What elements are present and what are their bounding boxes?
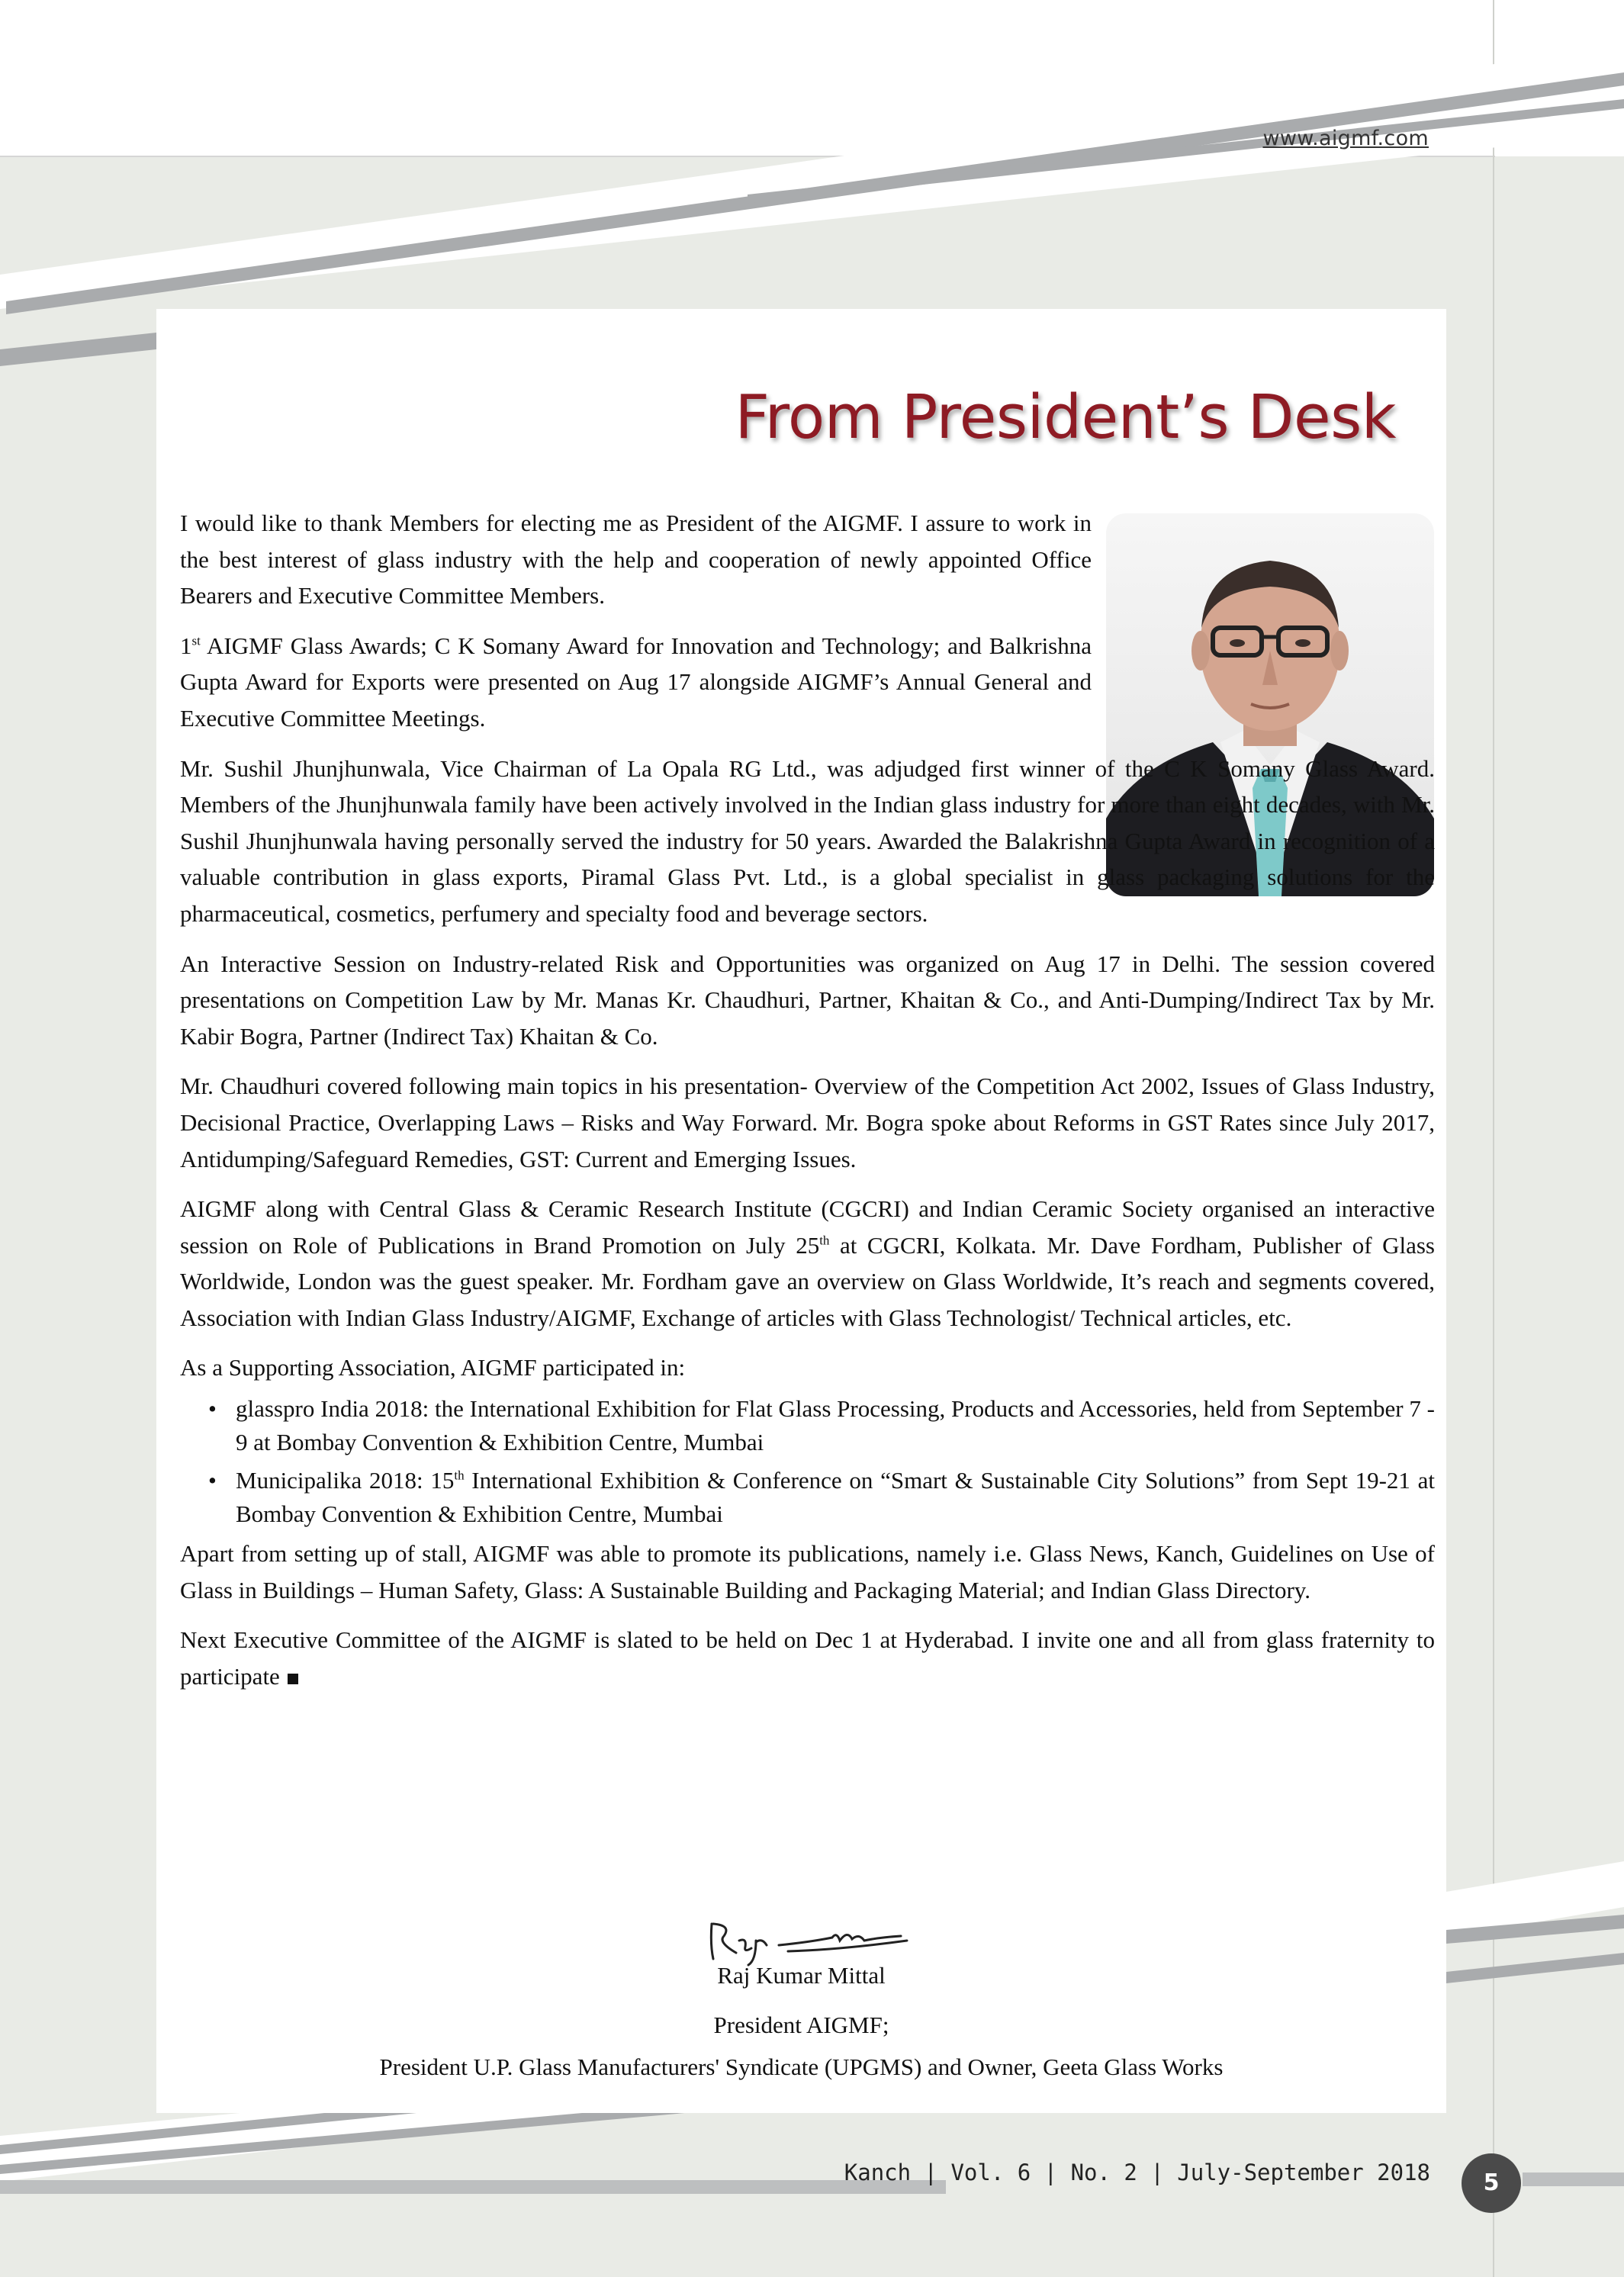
paragraph-next-meeting: [180, 1622, 1435, 1694]
issue-footer: Kanch | Vol. 6 | No. 2 | July-September 2018: [844, 2160, 1430, 2185]
next-meeting-text: Next Executive Committee of the AIGMF is slated to be held on Dec 1 at Hyderabad. I invite one and all from glass fraternity to participate: [180, 1626, 1435, 1690]
supporting-intro: As a Supporting Association, AIGMF participated in:: [180, 1354, 686, 1381]
signatory-name: Raj Kumar Mittal: [717, 1962, 886, 1989]
cgcri-text-2: at CGCRI, Kolkata. Mr. Dave Fordham, Publisher of Glass Worldwide, London was the guest speaker. Mr. Fordham gave an overview on Glass Worldwide, It’s reach and segments covered, Association with Indian Glass Industry/AIGMF, Exchange of articles with Glass Technologist/ Technical articles, etc.: [180, 1231, 1435, 1331]
paragraph-awards-text: AIGMF Glass Awards; C K Somany Award for Innovation and Technology; and Balkrishna Gupta Award for Exports were presented on Aug 17 alongside AIGMF’s Annual General and Executive Committee Meetings.: [180, 632, 1092, 732]
paragraph-intro: I would like to thank Members for electing me as President of the AIGMF. I assure to work in the best interest of glass industry with the help and cooperation of newly appointed Office Bearers and Executive Committee Members.: [180, 510, 1092, 609]
website-link[interactable]: www.aigmf.com: [1262, 127, 1429, 150]
handwritten-signature: [703, 1915, 916, 1968]
page-title: From President’s Desk: [735, 382, 1396, 452]
superscript: th: [454, 1468, 465, 1483]
paragraph-awards: 1st AIGMF Glass Awards; C K Somany Award for Innovation and Technology; and Balkrishna Gupta Award for Exports were presented on Aug 17 alongside AIGMF’s Annual General and Executive Committee Meetings.: [180, 632, 1092, 732]
participation-list: [180, 1392, 1435, 1531]
paragraph-session: An Interactive Session on Industry-related Risk and Opportunities was organized on Aug 17 in Delhi. The session covered presentations on Competition Law by Mr. Manas Kr. Chaudhuri, Partner, Khaitan & Co., and Anti-Dumping/Indirect Tax by Mr. Kabir Bogra, Partner (Indirect Tax) Khaitan & Co.: [180, 950, 1435, 1050]
list-item: [208, 1392, 1435, 1459]
end-mark-icon: [288, 1674, 298, 1684]
paragraph-publications: Apart from setting up of stall, AIGMF was able to promote its publications, namely i.e. Glass News, Kanch, Guidelines on Use of Glass in Buildings – Human Safety, Glass: A Sustainable Building and Packaging Material; and Indian Glass Directory.: [180, 1540, 1435, 1603]
article-body: [180, 505, 1435, 1708]
list-item-text: glasspro India 2018: the International Exhibition for Flat Glass Processing, Products and Accessories, held from September 7 - 9 at Bombay Convention & Exhibition Centre, Mumbai: [236, 1395, 1435, 1456]
signatory-title-2: President U.P. Glass Manufacturers' Syndicate (UPGMS) and Owner, Geeta Glass Works: [379, 2053, 1224, 2080]
page-number: 5: [1462, 2153, 1521, 2213]
list-item-text-cont: International Exhibition & Conference on “Smart & Sustainable City Solutions” from Sept 19-21 at Bombay Convention & Exhibition Centre, Mumbai: [236, 1467, 1436, 1528]
cgcri-text-1: AIGMF along with Central Glass & Ceramic Research Institute (CGCRI) and Indian Ceramic Society organised an interactive session on Role of Publications in Brand Promotion on July 25: [180, 1195, 1435, 1259]
paragraph-winners: Mr. Sushil Jhunjhunwala, Vice Chairman of La Opala RG Ltd., was adjudged first winner of the C K Somany Glass Award. Members of the Jhunjhunwala family have been actively involved in the Indian glass industry for more than eight decades, with Mr. Sushil Jhunjhunwala having personally served the industry for 50 years. Awarded the Balakrishna Gupta Award in recognition of a valuable contribution in glass exports, Piramal Glass Pvt. Ltd., is a global specialist in glass packaging solutions for the pharmaceutical, cosmetics, perfumery and specialty food and beverage sectors.: [180, 754, 1435, 927]
list-item: [208, 1464, 1435, 1531]
paragraph-cgcri: [180, 1191, 1435, 1336]
paragraph-topics: Mr. Chaudhuri covered following main topics in his presentation- Overview of the Competition Act 2002, Issues of Glass Industry, Decisional Practice, Overlapping Laws – Risks and Way Forward. Mr. Bogra spoke about Reforms in GST Rates since July 2017, Antidumping/Safeguard Remedies, GST: Current and Emerging Issues.: [180, 1073, 1435, 1172]
superscript: th: [819, 1233, 830, 1248]
signatory-title-1: President AIGMF;: [713, 2012, 889, 2038]
list-item-text: Municipalika 2018: 15: [236, 1467, 455, 1494]
superscript: st: [191, 633, 201, 648]
content-panel: [156, 309, 1446, 2113]
